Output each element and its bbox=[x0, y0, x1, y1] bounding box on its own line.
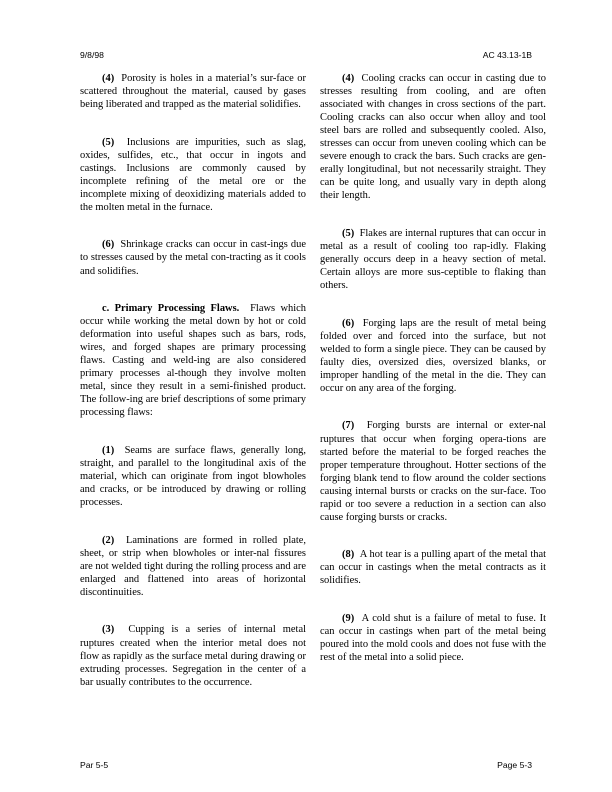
header-doc-id: AC 43.13-1B bbox=[482, 50, 532, 60]
paragraph bbox=[80, 444, 306, 509]
paragraph-text: Porosity is holes in a material’s sur-face or scattered throughout the material, caused by gases being liberated and trapped as the material solidifies. bbox=[80, 73, 306, 111]
item-number: (9) bbox=[342, 613, 355, 624]
item-number: (5) bbox=[102, 136, 115, 148]
item-number: (3) bbox=[102, 624, 115, 636]
paragraph-text: Cupping is a series of internal metal ruptures created when the interior metal does not flow as rapidly as the surface metal during drawing or extruding processes. Segregation in the center of a bar usually contributes to the occurrence. bbox=[80, 624, 306, 688]
paragraph bbox=[80, 136, 306, 214]
paragraph-text: A cold shut is a failure of metal to fuse. It can occur in castings when part of the metal being poured into the mold cools and does not fuse with the rest of the metal into a solid piece. bbox=[320, 613, 547, 664]
paragraph bbox=[320, 227, 546, 292]
paragraph bbox=[320, 419, 546, 523]
item-number: (7) bbox=[342, 420, 355, 432]
footer-page-number: Page 5-3 bbox=[497, 760, 532, 770]
paragraph bbox=[80, 534, 306, 599]
section-paragraph bbox=[80, 302, 306, 419]
item-number: (5) bbox=[342, 227, 355, 239]
item-number: (6) bbox=[342, 317, 355, 329]
paragraph bbox=[80, 238, 306, 277]
paragraph-text: Shrinkage cracks can occur in cast-ings due to stresses caused by the metal con-tracting as it cools and solidifies. bbox=[80, 239, 307, 277]
section-heading: c. Primary Processing Flaws. bbox=[102, 303, 240, 315]
header-date: 9/8/98 bbox=[80, 50, 104, 60]
item-number: (4) bbox=[102, 73, 115, 84]
item-number: (6) bbox=[102, 239, 115, 251]
paragraph-text: Inclusions are impurities, such as slag, oxides, sulfides, etc., that occur in ingots and castings. Inclusions are commonly caused by incomplete refining of the metal ore or the incomplete mixing of deoxidizing materials added to the molten metal in the furnace. bbox=[80, 136, 306, 213]
right-column bbox=[320, 72, 546, 664]
paragraph-text: Seams are surface flaws, generally long, straight, and parallel to the longitudinal axis of the material, which can originate from ingot blowholes and cracks, or be introduced by drawing or rolling processes. bbox=[80, 444, 307, 509]
paragraph bbox=[80, 72, 306, 111]
paragraph bbox=[320, 548, 546, 587]
paragraph bbox=[80, 623, 306, 688]
item-number: (1) bbox=[102, 444, 115, 456]
paragraph bbox=[320, 612, 546, 664]
left-column bbox=[80, 72, 306, 689]
paragraph bbox=[320, 72, 546, 202]
paragraph-text: Cooling cracks can occur in casting due to stresses resulting from cooling, and are often associated with changes in cross sections of the part. Cooling cracks can also occur when alloy and tool steel bars are rolled and subsequently cooled. Also, stresses can occur from uneven cooling which can be severe enough to crack the bars. Such cracks are gen-erally longitudinal, but not necessarily straight. They can be quite long, and usually vary in depth along their length. bbox=[320, 73, 547, 202]
paragraph-text: A hot tear is a pulling apart of the metal that can occur in castings when the metal contracts as it solidifies. bbox=[320, 549, 547, 587]
paragraph-text: Flaws which occur while working the metal down by hot or cold deformation into useful shapes such as bars, rods, wires, and forged shapes are primary processing flaws. Casting and weld-ing are also considered primary processes al-though they involve molten metal, since they result in a semi-finished product. The follow-ing are brief descriptions of some primary processing flaws: bbox=[80, 303, 306, 419]
item-number: (4) bbox=[342, 73, 355, 84]
item-number: (8) bbox=[342, 549, 355, 561]
paragraph-text: Flakes are internal ruptures that can occur in metal as a result of cooling too rap-idly. Flaking generally occurs deep in a heavy section of metal. Certain alloys are more sus-ceptible to flaking than others. bbox=[320, 227, 546, 292]
paragraph-text: Forging laps are the result of metal being folded over and forced into the surface, but not welded to form a single piece. They can be caused by faulty dies, oversized dies, oversized blanks, or improper handling of the metal in the die. They can occur on any area of the forging. bbox=[320, 317, 546, 394]
footer-paragraph-ref: Par 5-5 bbox=[80, 760, 109, 770]
paragraph-text: Forging bursts are internal or exter-nal ruptures that occur when forging opera-tions are started before the material to be forged reaches the proper temperature throughout. Hotter sections of the forging blank tend to flow around the colder sections causing internal bursts or cracks on the sur-face. Too rapid or too severe a reduction in a section can also cause forging bursts or cracks. bbox=[320, 420, 547, 523]
paragraph bbox=[320, 317, 546, 395]
item-number: (2) bbox=[102, 534, 115, 546]
paragraph-text: Laminations are formed in rolled plate, sheet, or strip when blowholes or inter-nal fissures are not welded tight during the rolling process and are enlarged and flattened into areas of horizontal discontinuities. bbox=[80, 534, 307, 598]
